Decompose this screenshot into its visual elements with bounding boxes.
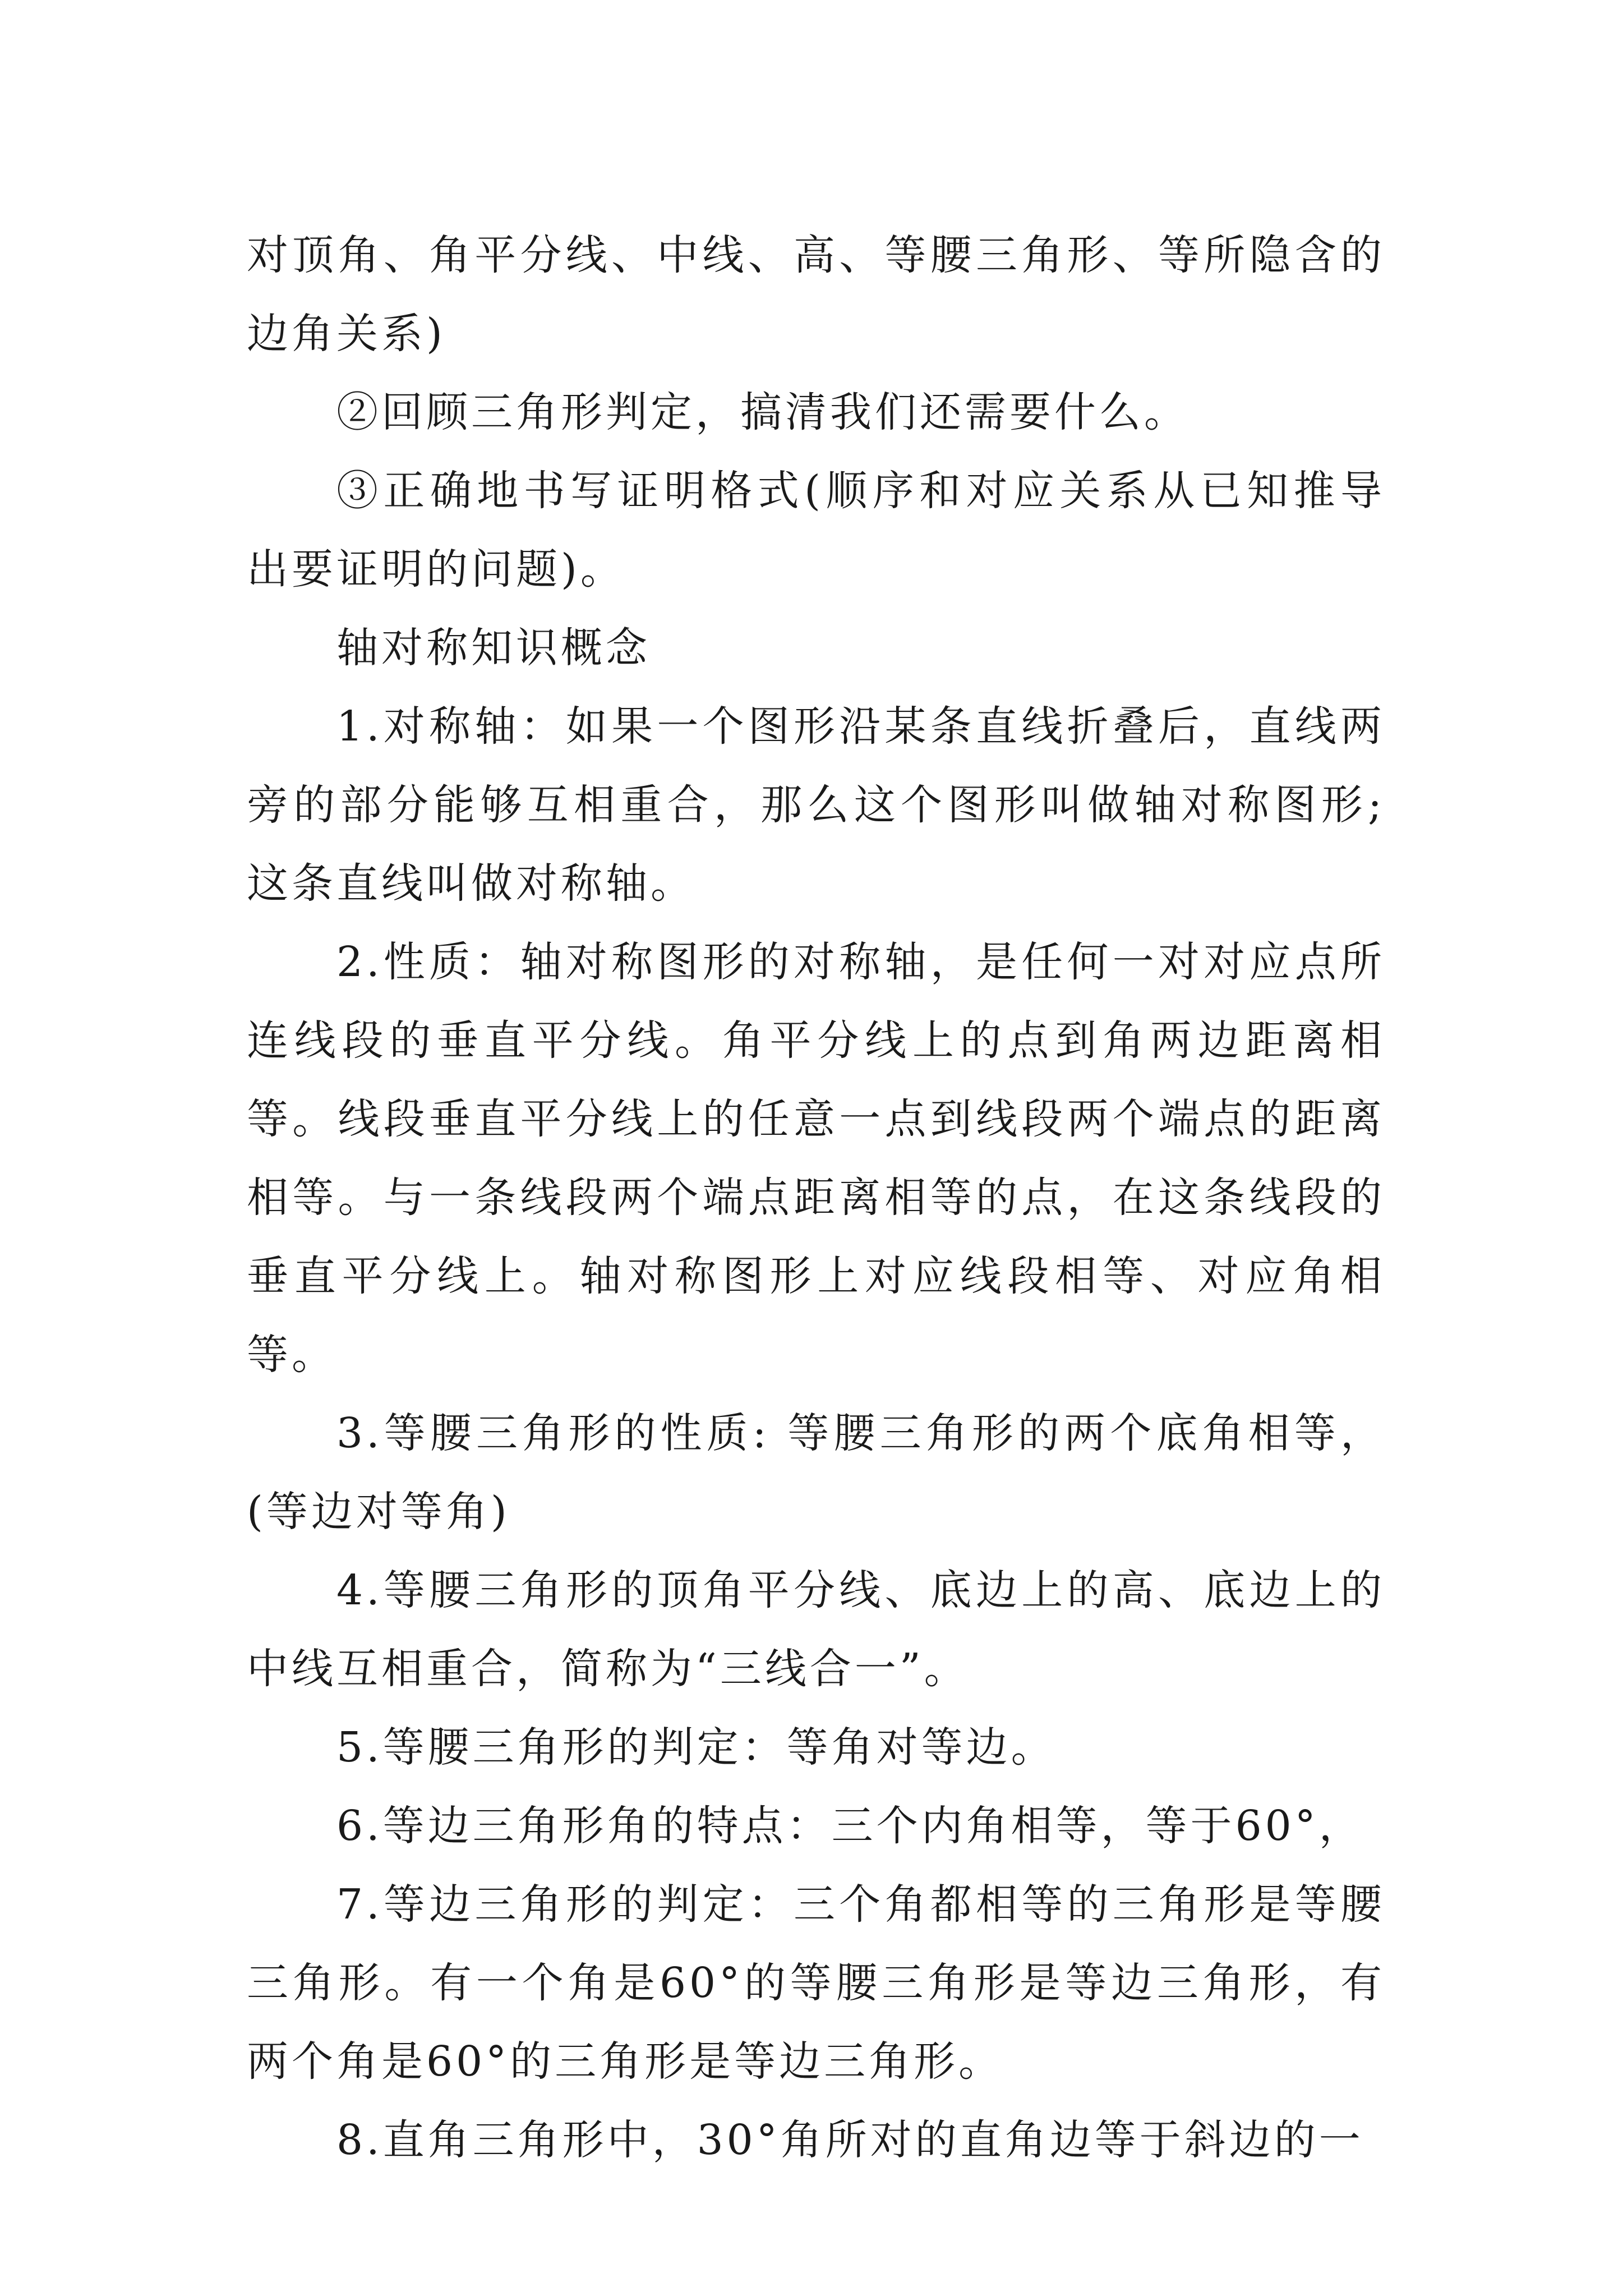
paragraph-isosceles-criteria: 5.等腰三角形的判定：等角对等边。 <box>336 1723 1056 1772</box>
paragraph-equilateral-angles: 6.等边三角形角的特点：三个内角相等，等于60°， <box>336 1802 1364 1850</box>
paragraph-review-triangle-criteria: ②回顾三角形判定，搞清我们还需要什么。 <box>336 388 1189 436</box>
paragraph-right-triangle-30: 8.直角三角形中，30°角所对的直角边等于斜边的一 <box>336 2116 1364 2164</box>
paragraph-equilateral-criteria: 7.等边三角形的判定：三个角都相等的三角形是等腰三角形。有一个角是60°的等腰三角形是等边三角形，有两个角是60°的三角形是等边三角形。 <box>247 1880 1385 2086</box>
paragraph-isosceles-properties: 3.等腰三角形的性质: 等腰三角形的两个底角相等，(等边对等角) <box>247 1409 1385 1536</box>
paragraph-axis-of-symmetry: 1.对称轴：如果一个图形沿某条直线折叠后，直线两旁的部分能够互相重合，那么这个图形叫做轴对称图形;这条直线叫做对称轴。 <box>247 702 1385 908</box>
paragraph-three-lines-in-one: 4.等腰三角形的顶角平分线、底边上的高、底边上的中线互相重合，简称为“三线合一”。 <box>247 1566 1385 1693</box>
paragraph-properties: 2.性质：轴对称图形的对称轴，是任何一对对应点所连线段的垂直平分线。角平分线上的点到角两边距离相等。线段垂直平分线上的任意一点到线段两个端点的距离相等。与一条线段两个端点距离相等的点，在这条线段的垂直平分线上。轴对称图形上对应线段相等、对应角相等。 <box>247 938 1385 1379</box>
document-body <box>247 216 1385 2179</box>
paragraph-continued: 对顶角、角平分线、中线、高、等腰三角形、等所隐含的边角关系) <box>247 231 1385 358</box>
paragraph-proof-format: ③正确地书写证明格式(顺序和对应关系从已知推导出要证明的问题)。 <box>247 467 1385 593</box>
section-heading-axial-symmetry: 轴对称知识概念 <box>336 624 651 672</box>
